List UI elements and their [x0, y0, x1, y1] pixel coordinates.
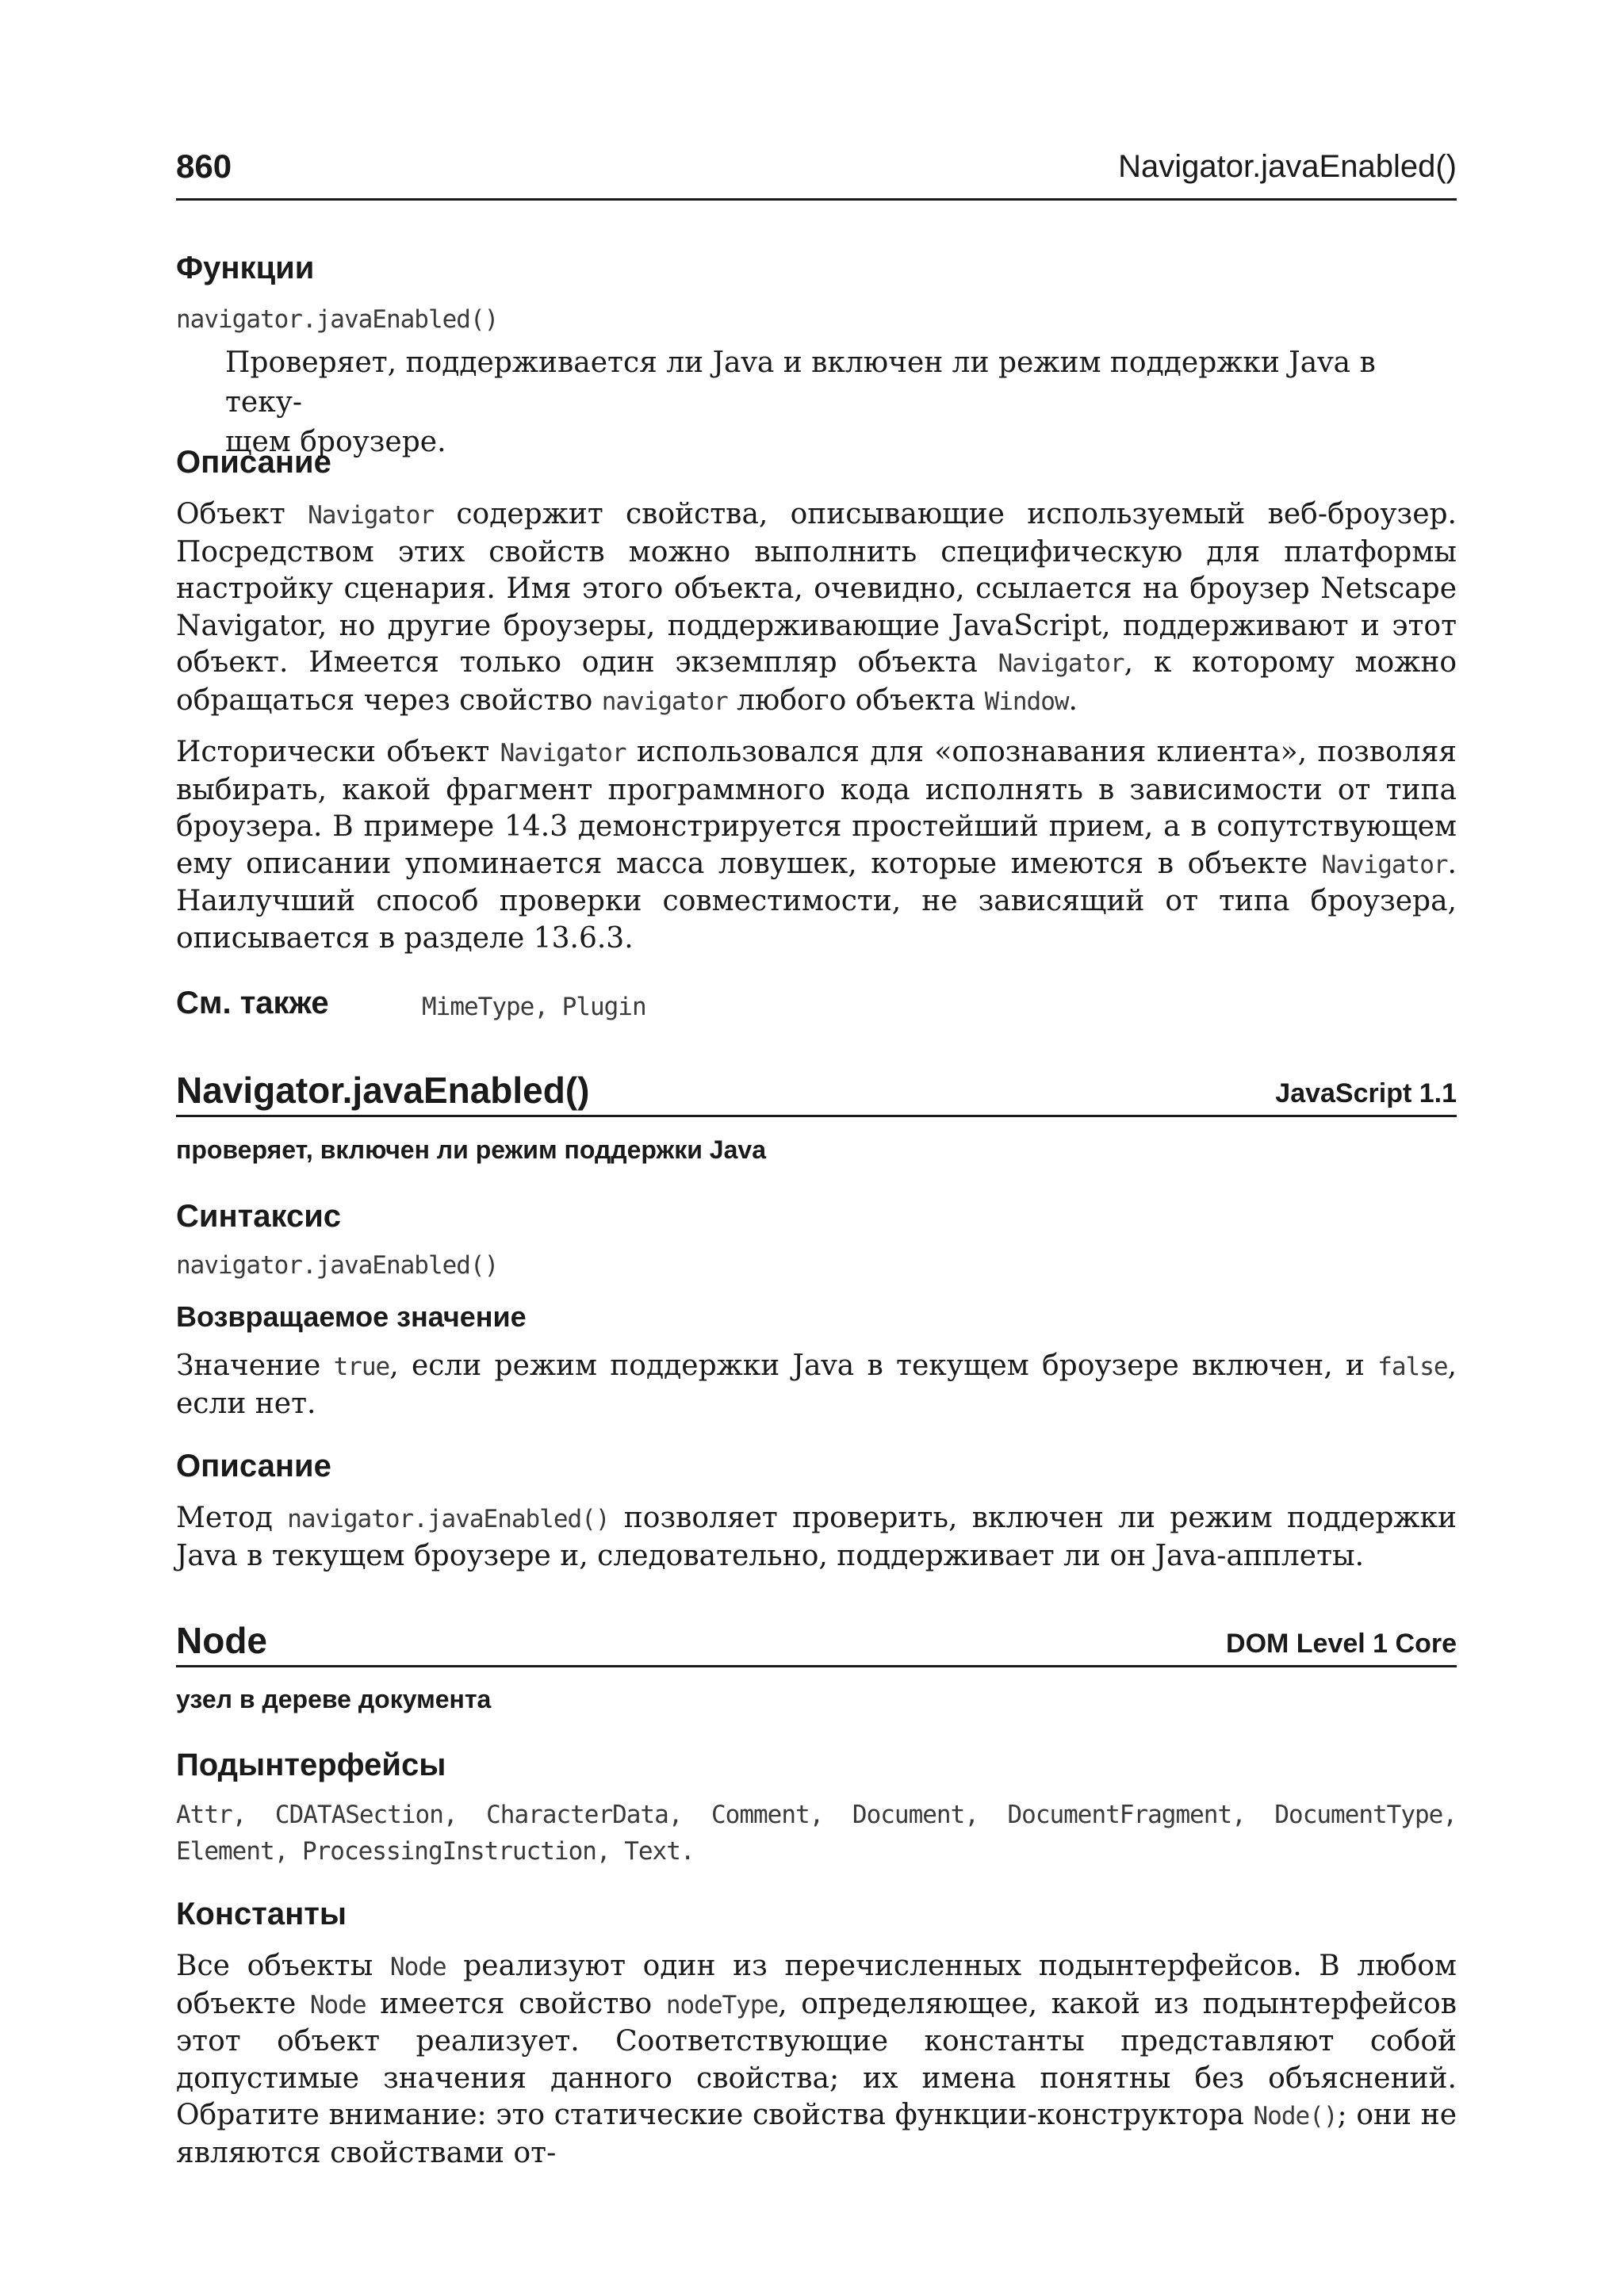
- entry-subtitle: проверяет, включен ли режим поддержки Java: [176, 1135, 766, 1164]
- page-number: 860: [176, 147, 232, 185]
- entry-subtitle: узел в дереве документа: [176, 1685, 492, 1713]
- syntax-heading: Синтаксис: [176, 1199, 342, 1234]
- entry-version: JavaScript 1.1: [1275, 1078, 1457, 1108]
- entry-version: DOM Level 1 Core: [1226, 1629, 1457, 1659]
- navigator-description-paragraph-2: Исторически объект Navigator использовался для «опознавания клиента», позволяя выбирать, какой фрагмент программного кода исполнять в зависимости от типа броузера. В примере 14.3 демонстрируется простейший прием, а в сопутствующем ему описании упоминается масса ловушек, которые имеются в объекте Navigator. Наилучший способ проверки совместимости, не зависящий от типа броузера, описывается в разделе 13.6.3.: [176, 736, 1457, 955]
- see-also-link-mimetype[interactable]: MimeType: [422, 993, 534, 1021]
- constants-paragraph: Все объекты Node реализуют один из перечисленных подынтерфейсов. В любом объекте Node имеется свойство nodeType, определяющее, какой из подынтерфейсов этот объект реализует. Соответствующие константы представляют собой допустимые значения данного свойства; их имена понятны без объяснений. Обратите внимание: это статические свойства функции-конструктора Node(); они не являются свойствами от-: [176, 1950, 1457, 2169]
- navigator-description-heading: Описание: [176, 445, 331, 480]
- see-also-list: MimeType, Plugin: [422, 993, 646, 1021]
- navigator-description-paragraph-1: Объект Navigator содержит свойства, описывающие используемый веб-броузер. Посредством этих свойств можно выполнить специфическую для платформы настройку сценария. Имя этого объекта, очевидно, ссылается на броузер Netscape Navigator, но другие броузеры, поддерживающие JavaScript, поддерживают и этот объект. Имеется только один экземпляр объекта Navigator, к которому можно обращаться через свойство navigator любого объекта Window.: [176, 498, 1457, 717]
- functions-desc-line1: Проверяет, поддерживается ли Java и включен ли режим поддержки Java в теку-: [225, 346, 1376, 419]
- functions-signature: navigator.javaEnabled(): [176, 305, 499, 334]
- see-also-link-plugin[interactable]: Plugin: [561, 993, 646, 1021]
- subinterfaces-heading: Подынтерфейсы: [176, 1748, 446, 1782]
- running-title: Navigator.javaEnabled(): [1118, 149, 1457, 184]
- entry-title: Node: [176, 1620, 267, 1661]
- syntax-code: navigator.javaEnabled(): [176, 1251, 499, 1280]
- running-header: [176, 147, 1457, 201]
- constants-heading: Константы: [176, 1897, 347, 1931]
- java-description-heading: Описание: [176, 1449, 331, 1483]
- entry-header-java-enabled: [176, 1069, 1457, 1117]
- entry-title: Navigator.javaEnabled(): [176, 1070, 590, 1111]
- returns-paragraph: Значение true, если режим поддержки Java в текущем броузере включен, и false, если нет.: [176, 1349, 1457, 1420]
- java-description-paragraph: Метод navigator.javaEnabled() позволяет проверить, включен ли режим поддержки Java в текущем броузере и, следовательно, поддерживает ли он Java-апплеты.: [176, 1502, 1457, 1572]
- see-also-label: См. также: [176, 986, 329, 1020]
- functions-heading: Функции: [176, 251, 315, 285]
- functions-desc-line2: щем броузере.: [225, 426, 446, 458]
- functions-description: [225, 343, 1457, 462]
- entry-header-node: [176, 1619, 1457, 1667]
- subinterfaces-list: Attr, CDATASection, CharacterData, Comment, Document, DocumentFragment, DocumentType, Element, ProcessingInstruction, Text.: [176, 1801, 1457, 1866]
- returns-heading: Возвращаемое значение: [176, 1300, 527, 1333]
